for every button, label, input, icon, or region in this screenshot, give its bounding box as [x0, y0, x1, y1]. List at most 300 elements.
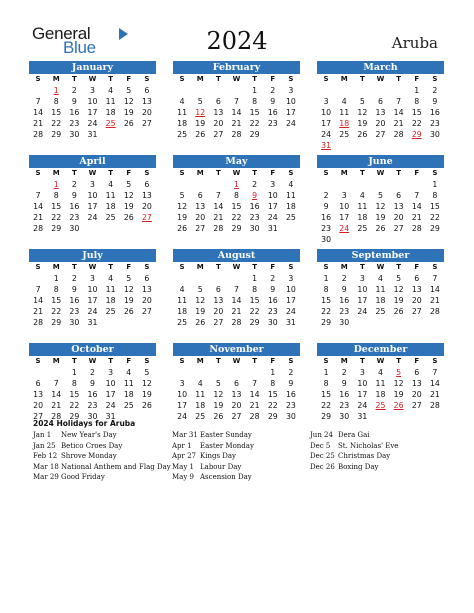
holiday-date: 27 — [141, 213, 152, 222]
month-december — [317, 343, 444, 422]
weekday-label: W — [88, 169, 97, 177]
day-cell: 9 — [90, 379, 95, 388]
day-cell: 1 — [53, 274, 59, 283]
day-cell: 2 — [71, 274, 77, 283]
weekday-header — [317, 74, 444, 85]
day-cell: 9 — [432, 97, 438, 106]
weekday-label: M — [196, 357, 204, 365]
week-row — [317, 201, 444, 212]
day-cell: 5 — [179, 191, 185, 200]
day-cell: 1 — [323, 368, 329, 377]
day-cell: 27 — [141, 307, 152, 316]
day-cell: 19 — [123, 296, 134, 305]
day-cell: 14 — [429, 379, 440, 388]
empty-cell — [102, 129, 120, 140]
day-cell: 28 — [429, 307, 440, 316]
week-row — [173, 400, 300, 411]
holiday-entry — [172, 451, 254, 462]
day-cell: 28 — [33, 130, 44, 139]
day-cell: 8 — [323, 379, 329, 388]
weekday-label: F — [270, 169, 276, 177]
day-cell: 29 — [69, 412, 80, 421]
day-cell: 6 — [144, 274, 150, 283]
day-cell: 29 — [429, 224, 440, 233]
month-title: September — [317, 249, 444, 262]
day-cell: 1 — [270, 368, 276, 377]
day-cell: 16 — [429, 108, 440, 117]
day-cell: 18 — [123, 390, 134, 399]
week-row — [29, 223, 156, 234]
day-cell: 10 — [87, 191, 98, 200]
weekday-label: T — [71, 169, 77, 177]
day-cell: 10 — [267, 191, 278, 200]
weekday-label: M — [340, 75, 348, 83]
day-cell: 5 — [197, 285, 203, 294]
day-cell: 16 — [69, 108, 80, 117]
empty-cell — [47, 367, 65, 378]
week-row — [317, 389, 444, 400]
day-cell: 2 — [71, 180, 77, 189]
day-cell: 24 — [357, 401, 368, 410]
day-cell: 26 — [393, 307, 404, 316]
day-cell: 15 — [267, 390, 278, 399]
weekday-label: T — [108, 169, 114, 177]
day-cell: 12 — [393, 285, 404, 294]
holiday-entry-date: Mar 18 — [33, 462, 59, 471]
day-cell: 4 — [179, 285, 185, 294]
month-october — [29, 343, 156, 422]
day-cell: 29 — [231, 224, 242, 233]
day-cell: 12 — [141, 379, 152, 388]
day-cell: 18 — [375, 296, 386, 305]
day-cell: 26 — [177, 224, 188, 233]
empty-cell — [138, 411, 156, 422]
week-row — [173, 411, 300, 422]
holiday-entry — [33, 430, 171, 441]
weekday-label: T — [215, 357, 221, 365]
day-cell: 24 — [87, 213, 98, 222]
week-row — [29, 179, 156, 190]
day-cell: 25 — [105, 307, 116, 316]
day-cell: 15 — [411, 108, 422, 117]
empty-cell — [264, 129, 282, 140]
holiday-column — [310, 430, 398, 472]
day-cell: 2 — [270, 86, 276, 95]
day-cell: 11 — [375, 285, 386, 294]
day-cell: 20 — [195, 213, 206, 222]
day-cell: 6 — [414, 368, 420, 377]
holiday-date: 5 — [396, 368, 402, 377]
day-cell: 21 — [231, 307, 242, 316]
week-row — [173, 284, 300, 295]
day-cell: 3 — [288, 274, 294, 283]
holiday-date: 9 — [252, 191, 258, 200]
day-cell: 1 — [252, 86, 258, 95]
empty-cell — [227, 273, 245, 284]
week-row — [29, 96, 156, 107]
day-cell: 13 — [393, 202, 404, 211]
weekday-label: S — [288, 75, 294, 83]
holiday-entry-date: Jan 1 — [33, 431, 52, 439]
day-cell: 4 — [197, 379, 203, 388]
weekday-label: S — [144, 75, 150, 83]
day-cell: 6 — [197, 191, 203, 200]
day-cell: 9 — [71, 191, 77, 200]
day-cell: 24 — [87, 119, 98, 128]
day-cell: 15 — [429, 202, 440, 211]
day-cell: 21 — [33, 119, 44, 128]
week-row — [317, 96, 444, 107]
day-cell: 1 — [323, 274, 329, 283]
day-cell: 8 — [323, 285, 329, 294]
empty-cell — [282, 129, 300, 140]
holiday-entry-date: Mar 29 — [33, 473, 59, 481]
day-cell: 19 — [141, 390, 152, 399]
holiday-entry-date: Dec 5 — [310, 441, 331, 450]
day-cell: 24 — [105, 401, 116, 410]
day-cell: 19 — [357, 119, 368, 128]
weekday-label: S — [144, 263, 150, 271]
day-cell: 10 — [285, 97, 296, 106]
weekday-label: T — [359, 169, 365, 177]
weekday-label: T — [396, 357, 402, 365]
weekday-label: F — [414, 169, 420, 177]
week-row — [317, 107, 444, 118]
weekday-header — [317, 168, 444, 179]
day-cell: 7 — [215, 191, 221, 200]
day-cell: 3 — [108, 368, 114, 377]
weekday-label: F — [126, 75, 132, 83]
day-cell: 25 — [375, 307, 386, 316]
day-cell: 26 — [141, 401, 152, 410]
day-cell: 26 — [123, 213, 134, 222]
weekday-label: S — [35, 75, 41, 83]
month-title: April — [29, 155, 156, 168]
week-row — [173, 118, 300, 129]
holiday-entry-name: Easter Sunday — [200, 431, 252, 439]
day-cell: 27 — [141, 119, 152, 128]
week-row — [317, 212, 444, 223]
day-cell: 23 — [87, 401, 98, 410]
day-cell: 7 — [432, 368, 438, 377]
day-cell: 29 — [321, 412, 332, 421]
month-september — [317, 249, 444, 328]
day-cell: 5 — [144, 368, 150, 377]
holiday-entry-name: Boxing Day — [338, 462, 379, 471]
day-cell: 28 — [33, 224, 44, 233]
empty-cell — [173, 367, 191, 378]
day-cell: 13 — [141, 191, 152, 200]
empty-cell — [29, 273, 47, 284]
empty-cell — [120, 223, 138, 234]
day-cell: 6 — [35, 379, 41, 388]
day-cell: 4 — [378, 274, 383, 283]
empty-cell — [408, 411, 426, 422]
day-cell: 28 — [249, 412, 260, 421]
day-cell: 30 — [249, 224, 260, 233]
day-cell: 7 — [35, 191, 41, 200]
day-cell: 20 — [213, 307, 224, 316]
weekday-label: M — [52, 357, 60, 365]
day-cell: 9 — [288, 379, 294, 388]
weekday-label: S — [323, 75, 329, 83]
empty-cell — [426, 411, 444, 422]
day-cell: 27 — [213, 130, 224, 139]
holiday-entry-name: St. Nicholas' Eve — [338, 441, 399, 450]
week-row — [29, 389, 156, 400]
holiday-entry-date: Apr 27 — [172, 452, 197, 460]
day-cell: 22 — [231, 213, 242, 222]
day-cell: 12 — [375, 202, 386, 211]
holiday-date: 1 — [53, 180, 59, 189]
day-cell: 15 — [69, 390, 80, 399]
holiday-entry-name: National Anthem and Flag Day — [61, 462, 171, 471]
month-title: May — [173, 155, 300, 168]
week-row — [173, 389, 300, 400]
week-row — [317, 190, 444, 201]
weekday-header — [317, 356, 444, 367]
day-cell: 10 — [87, 285, 98, 294]
day-cell: 8 — [53, 97, 59, 106]
week-row — [29, 378, 156, 389]
empty-cell — [335, 179, 353, 190]
weekday-label: F — [126, 357, 132, 365]
day-cell: 25 — [357, 224, 368, 233]
empty-cell — [426, 140, 444, 151]
day-cell: 2 — [432, 86, 438, 95]
day-cell: 28 — [231, 130, 242, 139]
day-cell: 14 — [33, 108, 44, 117]
day-cell: 2 — [288, 368, 294, 377]
day-cell: 8 — [414, 97, 420, 106]
day-cell: 3 — [270, 180, 276, 189]
weekday-label: S — [323, 357, 329, 365]
month-title: February — [173, 61, 300, 74]
day-cell: 22 — [249, 119, 260, 128]
day-cell: 15 — [231, 202, 242, 211]
day-cell: 18 — [105, 296, 116, 305]
day-cell: 3 — [359, 274, 365, 283]
day-cell: 6 — [378, 97, 383, 106]
week-row — [29, 107, 156, 118]
empty-cell — [191, 273, 209, 284]
empty-cell — [227, 367, 245, 378]
weekday-label: F — [270, 263, 276, 271]
day-cell: 25 — [177, 130, 188, 139]
day-cell: 16 — [285, 390, 296, 399]
weekday-label: F — [414, 75, 420, 83]
day-cell: 19 — [123, 202, 134, 211]
week-row — [317, 367, 444, 378]
week-row — [29, 129, 156, 140]
holiday-date: 25 — [375, 401, 386, 410]
holiday-entry — [310, 462, 398, 473]
weekday-label: T — [396, 263, 402, 271]
day-cell: 31 — [357, 412, 368, 421]
weekday-header — [29, 262, 156, 273]
day-cell: 12 — [123, 97, 134, 106]
holiday-entry-date: May 1 — [172, 462, 194, 471]
day-cell: 18 — [177, 119, 188, 128]
empty-cell — [173, 273, 191, 284]
day-cell: 6 — [144, 86, 150, 95]
weekday-header — [173, 356, 300, 367]
day-cell: 26 — [213, 412, 224, 421]
month-april — [29, 155, 156, 234]
holiday-date: 26 — [393, 401, 404, 410]
empty-cell — [29, 367, 47, 378]
day-cell: 20 — [375, 119, 386, 128]
week-row — [317, 223, 444, 234]
weekday-label: S — [35, 357, 41, 365]
day-cell: 1 — [71, 368, 77, 377]
day-cell: 3 — [90, 274, 95, 283]
day-cell: 7 — [414, 191, 420, 200]
empty-cell — [371, 85, 389, 96]
day-cell: 19 — [213, 401, 224, 410]
day-cell: 30 — [69, 130, 80, 139]
day-cell: 7 — [53, 379, 59, 388]
day-cell: 9 — [323, 202, 329, 211]
day-cell: 12 — [393, 379, 404, 388]
day-cell: 10 — [177, 390, 188, 399]
month-march — [317, 61, 444, 151]
week-row — [173, 201, 300, 212]
day-cell: 20 — [33, 401, 44, 410]
day-cell: 11 — [105, 191, 116, 200]
day-cell: 26 — [195, 318, 206, 327]
month-august — [173, 249, 300, 328]
day-cell: 13 — [141, 285, 152, 294]
holiday-entry-name: Christmas Day — [338, 452, 391, 460]
day-cell: 18 — [375, 390, 386, 399]
day-cell: 6 — [234, 379, 239, 388]
day-cell: 8 — [252, 97, 258, 106]
week-row — [29, 306, 156, 317]
day-cell: 14 — [33, 296, 44, 305]
holiday-date: 1 — [234, 180, 239, 189]
day-cell: 17 — [285, 108, 296, 117]
weekday-label: F — [414, 357, 420, 365]
weekday-label: W — [376, 75, 385, 83]
day-cell: 4 — [108, 274, 114, 283]
holidays-title: 2024 Holidays for Aruba — [33, 419, 136, 428]
day-cell: 26 — [195, 130, 206, 139]
day-cell: 20 — [141, 108, 152, 117]
day-cell: 13 — [375, 108, 386, 117]
weekday-label: W — [232, 263, 241, 271]
day-cell: 9 — [71, 285, 77, 294]
empty-cell — [209, 179, 227, 190]
weekday-label: T — [396, 75, 402, 83]
weekday-header — [29, 168, 156, 179]
day-cell: 28 — [51, 412, 62, 421]
holiday-entry — [33, 462, 171, 473]
empty-cell — [353, 317, 371, 328]
empty-cell — [335, 234, 353, 245]
week-row — [173, 85, 300, 96]
holiday-date: 18 — [339, 119, 350, 128]
empty-cell — [353, 179, 371, 190]
holiday-entry-name: Ascension Day — [200, 473, 252, 481]
weekday-header — [173, 74, 300, 85]
week-row — [317, 306, 444, 317]
weekday-label: T — [359, 263, 365, 271]
day-cell: 22 — [321, 307, 332, 316]
day-cell: 30 — [429, 130, 440, 139]
week-row — [173, 212, 300, 223]
day-cell: 14 — [213, 202, 224, 211]
day-cell: 23 — [339, 307, 350, 316]
day-cell: 9 — [270, 285, 276, 294]
day-cell: 15 — [51, 296, 62, 305]
holiday-entry-name: Labour Day — [200, 462, 242, 471]
day-cell: 10 — [321, 108, 332, 117]
weekday-label: T — [252, 263, 258, 271]
week-row — [29, 190, 156, 201]
day-cell: 8 — [53, 191, 59, 200]
day-cell: 14 — [429, 285, 440, 294]
weekday-label: M — [340, 263, 348, 271]
empty-cell — [191, 367, 209, 378]
calendar-year-title: 2024 — [206, 27, 268, 55]
week-row — [173, 367, 300, 378]
week-row — [29, 118, 156, 129]
day-cell: 29 — [51, 318, 62, 327]
weekday-label: F — [126, 169, 132, 177]
empty-cell — [227, 85, 245, 96]
day-cell: 2 — [71, 86, 77, 95]
day-cell: 4 — [108, 86, 114, 95]
day-cell: 1 — [414, 86, 420, 95]
month-title: October — [29, 343, 156, 356]
day-cell: 4 — [108, 180, 114, 189]
day-cell: 5 — [126, 180, 132, 189]
day-cell: 24 — [177, 412, 188, 421]
day-cell: 17 — [87, 296, 98, 305]
weekday-label: M — [196, 169, 204, 177]
day-cell: 7 — [234, 97, 239, 106]
day-cell: 2 — [252, 180, 258, 189]
weekday-header — [173, 262, 300, 273]
day-cell: 27 — [411, 401, 422, 410]
empty-cell — [83, 223, 101, 234]
weekday-label: W — [232, 169, 241, 177]
holiday-entry-date: Jun 24 — [310, 431, 333, 439]
day-cell: 28 — [411, 224, 422, 233]
day-cell: 19 — [195, 307, 206, 316]
day-cell: 11 — [177, 108, 188, 117]
day-cell: 28 — [213, 224, 224, 233]
day-cell: 15 — [249, 296, 260, 305]
weekday-label: T — [71, 75, 77, 83]
weekday-label: T — [215, 169, 221, 177]
weekday-label: T — [252, 75, 258, 83]
weekday-label: S — [288, 169, 294, 177]
week-row — [317, 411, 444, 422]
day-cell: 30 — [267, 318, 278, 327]
week-row — [173, 96, 300, 107]
weekday-label: S — [179, 75, 185, 83]
empty-cell — [371, 411, 389, 422]
empty-cell — [371, 140, 389, 151]
holiday-entry — [172, 441, 254, 452]
day-cell: 31 — [87, 318, 98, 327]
weekday-label: T — [108, 357, 114, 365]
day-cell: 17 — [87, 108, 98, 117]
empty-cell — [120, 317, 138, 328]
week-row — [173, 179, 300, 190]
